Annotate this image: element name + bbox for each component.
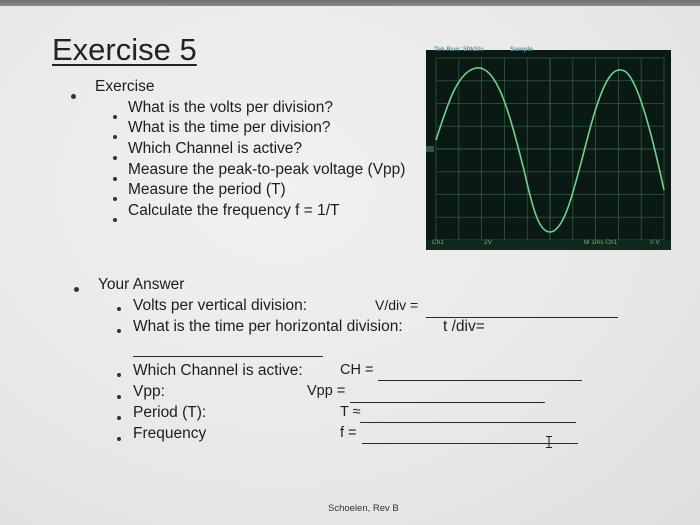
time-unit: t /div=: [443, 318, 485, 335]
bullet: [113, 197, 117, 201]
scope-time-readout: M 1ms Ch1: [584, 239, 618, 246]
answer-heading: Your Answer: [98, 276, 185, 293]
slide: [0, 6, 700, 525]
channel-marker: [426, 146, 434, 152]
exercise-item: What is the time per division?: [128, 119, 331, 136]
channel-unit: CH =: [340, 362, 374, 378]
bullet: [117, 416, 121, 420]
footer-credit: Schoelen, Rev B: [328, 503, 399, 514]
bullet: [117, 437, 121, 441]
bullet: [117, 329, 121, 333]
exercise-item: Calculate the frequency f = 1/T: [128, 202, 340, 219]
vpp-answer-line[interactable]: [350, 402, 545, 403]
period-unit: T ≈: [340, 404, 361, 420]
slide-title: Exercise 5: [52, 32, 197, 67]
period-answer-line[interactable]: [360, 422, 576, 423]
vpp-label: Vpp:: [133, 383, 165, 400]
exercise-item: Measure the peak-to-peak voltage (Vpp): [128, 161, 406, 178]
scope-volts-readout: 2V: [484, 239, 492, 246]
scope-channel: Ch1: [432, 239, 444, 246]
volts-label: Volts per vertical division:: [133, 297, 308, 314]
channel-label: Which Channel is active:: [133, 362, 303, 379]
bullet: [71, 94, 76, 99]
frequency-unit: f =: [340, 425, 357, 441]
exercise-item: Measure the period (T): [128, 181, 286, 198]
exercise-item: What is the volts per division?: [128, 99, 334, 116]
bullet: [113, 156, 117, 160]
bullet: [74, 287, 79, 292]
exercise-item: Which Channel is active?: [128, 140, 303, 157]
bullet: [117, 307, 121, 311]
volts-unit: V/div =: [375, 297, 419, 313]
bullet: [113, 115, 117, 119]
bullet: [117, 395, 121, 399]
bullet: [113, 177, 117, 181]
oscilloscope-screenshot: [426, 50, 671, 250]
bullet: [113, 218, 117, 222]
scope-status: Tek Run: 50kS/s: [434, 46, 484, 53]
channel-answer-line[interactable]: [378, 380, 582, 381]
exercise-heading: Exercise: [95, 78, 155, 95]
scope-mode: Sample: [510, 46, 534, 53]
text-cursor-icon: [544, 436, 554, 448]
period-label: Period (T):: [133, 404, 207, 421]
time-label: What is the time per horizontal division:: [133, 318, 403, 335]
scope-trigger-readout: 0 V: [650, 239, 660, 246]
time-answer-line[interactable]: [133, 356, 323, 357]
bullet: [113, 135, 117, 139]
frequency-label: Frequency: [133, 425, 207, 442]
vpp-unit: Vpp =: [307, 383, 346, 399]
oscilloscope-display: [426, 50, 671, 250]
bullet: [117, 373, 121, 377]
